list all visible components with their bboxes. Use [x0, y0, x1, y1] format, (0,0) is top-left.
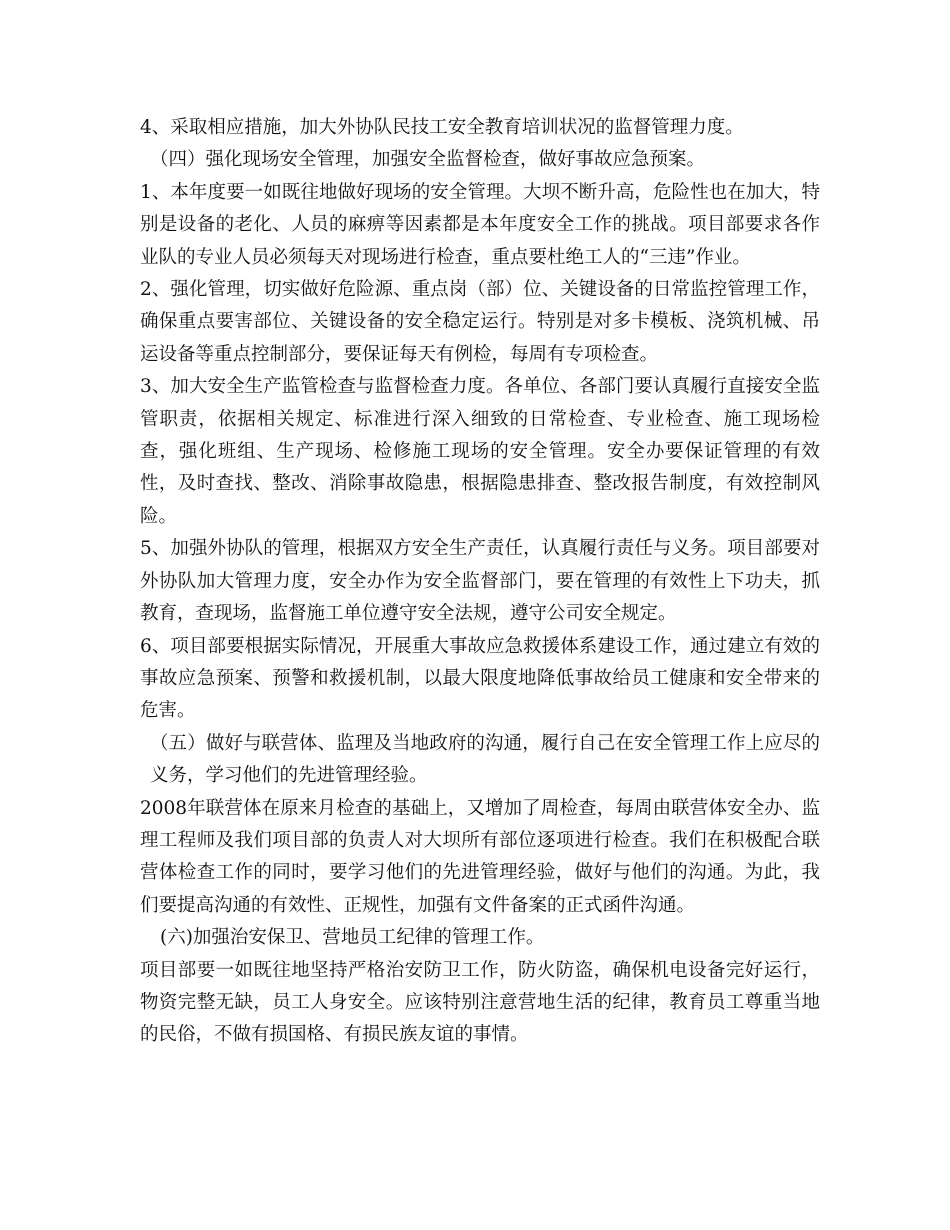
section-heading-5: （五）做好与联营体、监理及当地政府的沟通，履行自己在安全管理工作上应尽的义务，学习他们的先进管理经验。: [150, 732, 820, 787]
paragraph-item-1: 1、本年度要一如既往地做好现场的安全管理。大坝不断升高，危险性也在加大，特别是设备的老化、人员的麻痹等因素都是本年度安全工作的挑战。项目部要求各作业队的专业人员必须每天对现场进行检查，重点要杜绝工人的“三违”作业。: [140, 181, 820, 268]
paragraph-item-5: 5、加强外协队的管理，根据双方安全生产责任，认真履行责任与义务。项目部要对外协队加大管理力度，安全办作为安全监督部门，要在管理的有效性上下功夫，抓教育，查现场，监督施工单位遵守安全法规，遵守公司安全规定。: [140, 538, 820, 625]
paragraph-security: 项目部要一如既往地坚持严格治安防卫工作，防火防盗，确保机电设备完好运行，物资完整无缺，员工人身安全。应该特别注意营地生活的纪律，教育员工尊重当地的民俗，不做有损国格、有损民族友谊的事情。: [140, 959, 820, 1046]
paragraph-2008-review: 2008年联营体在原来月检查的基础上，又增加了周检查，每周由联营体安全办、监理工程师及我们项目部的负责人对大坝所有部位逐项进行检查。我们在积极配合联营体检查工作的同时，要学习他们的先进管理经验，做好与他们的沟通。为此，我们要提高沟通的有效性、正规性，加强有文件备案的正式函件沟通。: [140, 797, 820, 916]
paragraph-item-6: 6、项目部要根据实际情况，开展重大事故应急救援体系建设工作，通过建立有效的事故应急预案、预警和救援机制，以最大限度地降低事故给员工健康和安全带来的危害。: [140, 635, 820, 722]
document-body: [140, 112, 820, 1052]
paragraph-item-4: 4、采取相应措施，加大外协队民技工安全教育培训状况的监督管理力度。: [140, 117, 744, 138]
paragraph-item-2: 2、强化管理，切实做好危险源、重点岗（部）位、关键设备的日常监控管理工作，确保重点要害部位、关键设备的安全稳定运行。特别是对多卡模板、浇筑机械、吊运设备等重点控制部分，要保证每天有例检，每周有专项检查。: [140, 279, 820, 365]
section-heading-6: (六)加强治安保卫、营地员工纪律的管理工作。: [160, 927, 545, 949]
paragraph-item-3: 3、加大安全生产监管检查与监督检查力度。各单位、各部门要认真履行直接安全监管职责，依据相关规定、标准进行深入细致的日常检查、专业检查、施工现场检查，强化班组、生产现场、检修施工现场的安全管理。安全办要保证管理的有效性，及时查找、整改、消除事故隐患，根据隐患排查、整改报告制度，有效控制风险。: [140, 376, 820, 527]
section-heading-4: （四）强化现场安全管理，加强安全监督检查，做好事故应急预案。: [150, 149, 706, 171]
